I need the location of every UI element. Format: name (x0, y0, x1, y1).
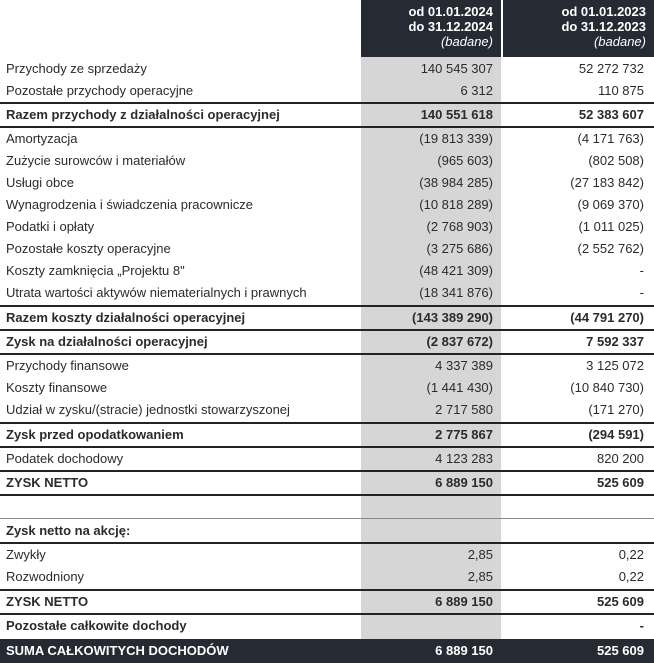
row-net-profit (0, 472, 654, 494)
value-2024: 2,85 (467, 547, 493, 562)
row-materials (0, 150, 654, 172)
header-blank-cell (0, 0, 361, 57)
row-sales-revenue (0, 58, 654, 80)
row-label: Zużycie surowców i materiałów (6, 153, 186, 168)
value-2024: 6 312 (460, 83, 493, 98)
row-other-operating-income (0, 80, 654, 102)
value-2023: (2 552 762) (577, 241, 644, 256)
row-income-tax (0, 448, 654, 470)
row-label: Amortyzacja (6, 131, 78, 146)
value-2024: (18 341 876) (419, 285, 493, 300)
row-eps-basic (0, 544, 654, 566)
rule-thin (0, 518, 654, 519)
row-taxes-fees (0, 216, 654, 238)
row-other-comprehensive-income (0, 615, 654, 637)
value-2024: 6 889 150 (435, 594, 493, 609)
row-profit-before-tax (0, 424, 654, 446)
row-operating-profit (0, 331, 654, 353)
value-2024: 2,85 (467, 569, 493, 584)
header-2024-audited: (badane) (440, 34, 493, 49)
value-2023: 0,22 (618, 569, 644, 584)
value-2024: (1 441 430) (426, 380, 493, 395)
value-2023: (171 270) (588, 402, 644, 417)
row-label: Pozostałe całkowite dochody (6, 618, 187, 633)
row-total-operating-costs (0, 307, 654, 329)
value-2023: 7 592 337 (586, 334, 644, 349)
header-period-2023 (501, 0, 654, 57)
value-2024: (19 813 339) (419, 131, 493, 146)
value-2024: 140 551 618 (420, 107, 493, 122)
value-2023: (9 069 370) (577, 197, 644, 212)
value-2024: (3 275 686) (426, 241, 493, 256)
row-label: Zysk przed opodatkowaniem (6, 427, 184, 442)
row-net-profit-2 (0, 591, 654, 613)
row-associate-share (0, 399, 654, 421)
header-2023-from: od 01.01.2023 (561, 4, 646, 19)
value-2024: 4 123 283 (435, 451, 493, 466)
row-eps-heading (0, 520, 654, 542)
value-2024: (2 837 672) (426, 334, 493, 349)
footer-value-2023: 525 609 (597, 643, 644, 658)
row-label: Zysk netto na akcję: (6, 523, 131, 538)
value-2023: 52 383 607 (578, 107, 644, 122)
value-2023: 820 200 (597, 451, 644, 466)
row-label: Razem przychody z działalności operacyjnej (6, 107, 280, 122)
header-2023-to: do 31.12.2023 (561, 19, 646, 34)
value-2024: 2 775 867 (435, 427, 493, 442)
value-2023: (10 840 730) (570, 380, 644, 395)
row-salaries (0, 194, 654, 216)
row-label: Koszty finansowe (6, 380, 108, 395)
row-label: Zwykły (6, 547, 46, 562)
value-2023: (27 183 842) (570, 175, 644, 190)
value-2023: (44 791 270) (570, 310, 644, 325)
value-2023: 52 272 732 (578, 61, 644, 76)
row-label: Podatki i opłaty (6, 219, 95, 234)
row-label: ZYSK NETTO (6, 475, 89, 490)
value-2024: 6 889 150 (435, 475, 493, 490)
row-label: Rozwodniony (6, 569, 85, 584)
row-external-services (0, 172, 654, 194)
value-2023: (4 171 763) (577, 131, 644, 146)
row-label: Utrata wartości aktywów niematerialnych i prawnych (6, 285, 307, 300)
value-2024: (38 984 285) (419, 175, 493, 190)
value-2023: (294 591) (588, 427, 644, 442)
value-2024: (2 768 903) (426, 219, 493, 234)
row-impairment (0, 282, 654, 304)
value-2023: (1 011 025) (578, 219, 644, 234)
footer-value-2024: 6 889 150 (435, 643, 493, 658)
value-2024: (48 421 309) (419, 263, 493, 278)
row-eps-diluted (0, 566, 654, 588)
row-project-8-closure (0, 260, 654, 282)
row-total-comprehensive-income (0, 639, 654, 663)
header-2023-audited: (badane) (593, 34, 646, 49)
value-2023: 525 609 (597, 475, 644, 490)
value-2023: (802 508) (588, 153, 644, 168)
value-2023: 0,22 (618, 547, 644, 562)
rule-bottom (0, 494, 654, 496)
row-financial-costs (0, 377, 654, 399)
table-header (0, 0, 654, 57)
row-label: ZYSK NETTO (6, 594, 89, 609)
row-depreciation (0, 128, 654, 150)
value-2023: - (639, 285, 644, 300)
value-2023: 3 125 072 (586, 358, 644, 373)
header-2024-from: od 01.01.2024 (408, 4, 493, 19)
header-period-2024 (361, 0, 501, 57)
value-2023: - (639, 263, 644, 278)
row-label: Razem koszty działalności operacyjnej (6, 310, 246, 325)
row-label: Koszty zamknięcia „Projektu 8" (6, 263, 185, 278)
row-label: Przychody ze sprzedaży (6, 61, 147, 76)
value-2023: - (639, 618, 644, 633)
row-label: Pozostałe przychody operacyjne (6, 83, 194, 98)
row-label: Pozostałe koszty operacyjne (6, 241, 171, 256)
footer-label: SUMA CAŁKOWITYCH DOCHODÓW (6, 643, 229, 658)
header-2024-to: do 31.12.2024 (408, 19, 493, 34)
row-total-operating-revenue (0, 104, 654, 126)
value-2024: (143 389 290) (412, 310, 493, 325)
row-financial-income (0, 355, 654, 377)
value-2023: 110 875 (597, 83, 644, 98)
row-label: Przychody finansowe (6, 358, 129, 373)
row-label: Zysk na działalności operacyjnej (6, 334, 208, 349)
row-label: Udział w zysku/(stracie) jednostki stowarzyszonej (6, 402, 290, 417)
row-label: Usługi obce (6, 175, 74, 190)
value-2023: 525 609 (597, 594, 644, 609)
row-other-operating-costs (0, 238, 654, 260)
row-label: Podatek dochodowy (6, 451, 124, 466)
value-2024: 2 717 580 (435, 402, 493, 417)
value-2024: 4 337 389 (435, 358, 493, 373)
value-2024: 140 545 307 (420, 61, 493, 76)
value-2024: (965 603) (437, 153, 493, 168)
row-label: Wynagrodzenia i świadczenia pracownicze (6, 197, 254, 212)
value-2024: (10 818 289) (419, 197, 493, 212)
